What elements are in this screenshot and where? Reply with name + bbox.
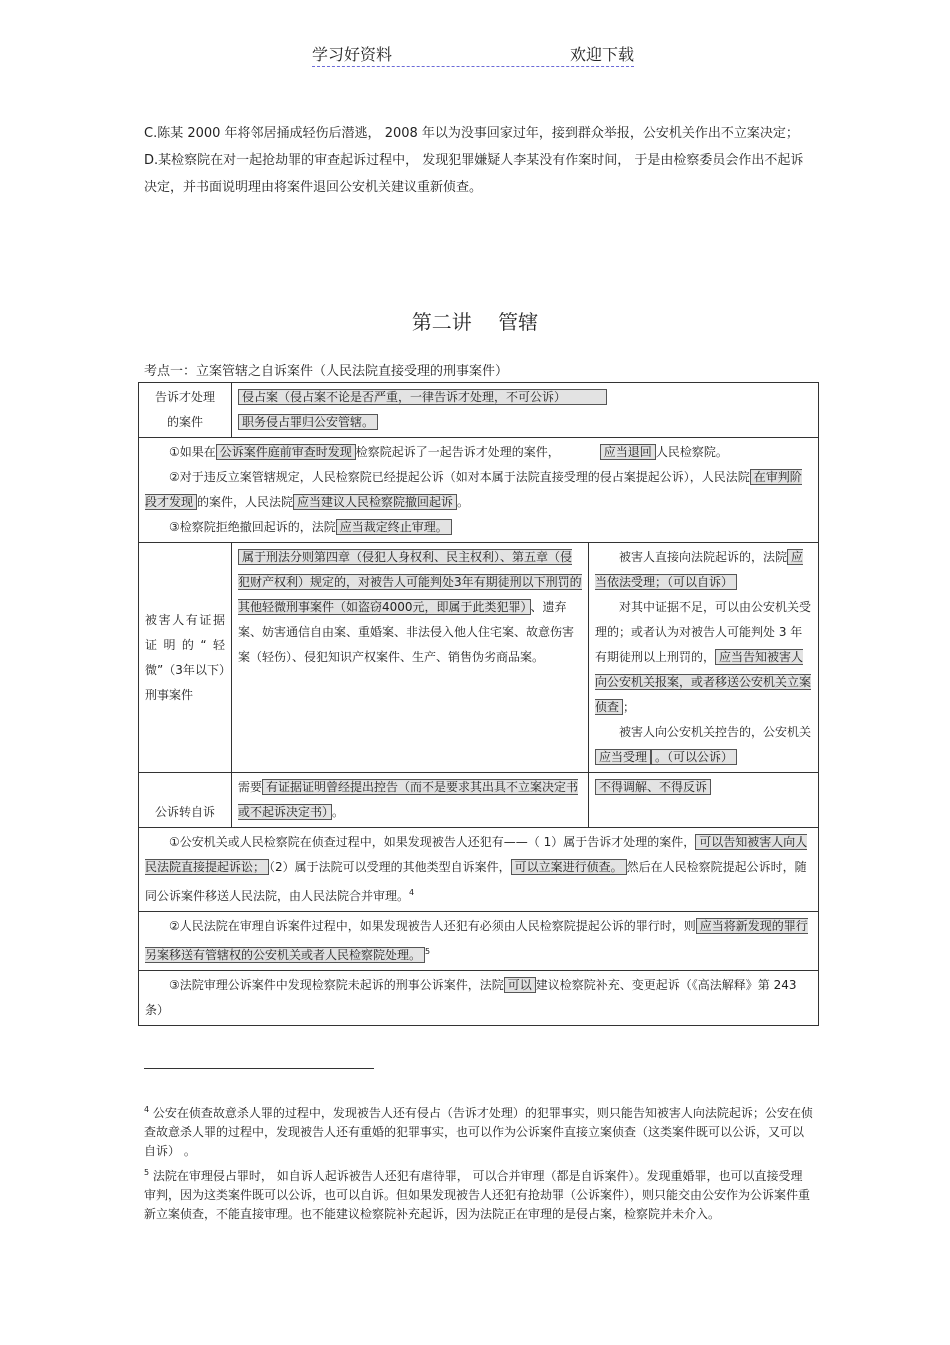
highlight-box: 应当将新发现的罪行另案移送有管辖权的公安机关或者人民检察院处理。 bbox=[145, 919, 808, 962]
note-line bbox=[145, 515, 812, 540]
page-header bbox=[312, 42, 634, 67]
table-row bbox=[139, 438, 819, 543]
text: 检察院起诉了一起告诉才处理的案件， bbox=[355, 445, 560, 459]
footnote-text: 法院在审理侵占罪时， 如自诉人起诉被告人还犯有虐待罪， 可以合并审理（都是自诉案件）。发现重婚罪，也可以直接受理审判，因为这类案件既可以公诉，也可以自诉。但如果发现被告人还犯有抢劫罪（公诉案件），则只能交由公安作为公诉案件重新立案侦查，不能直接审理。也不能建议检察院补充起诉，因为法院正在审理的是侵占案，检察院并未介入。 bbox=[144, 1169, 811, 1221]
footnote bbox=[144, 1100, 814, 1161]
footnote-number: 5 bbox=[144, 1168, 150, 1177]
row-label-line: 的案件 bbox=[166, 415, 203, 429]
lecture-number: 第二讲 bbox=[411, 310, 472, 334]
highlight-box: 可以 bbox=[504, 977, 536, 993]
table-row bbox=[139, 383, 819, 438]
note-line bbox=[145, 465, 812, 515]
text: ①如果在 bbox=[169, 445, 216, 459]
highlight-box: 有证据证明曾经提出控告（而不是要求其出具不立案决定书或不起诉决定书） bbox=[238, 780, 579, 819]
lecture-name: 管辖 bbox=[498, 310, 539, 334]
table-row bbox=[139, 912, 819, 971]
note-line bbox=[145, 440, 812, 465]
table-cell bbox=[139, 971, 819, 1026]
row-label bbox=[139, 773, 232, 828]
lecture-title bbox=[0, 306, 950, 335]
header-left: 学习好资料 bbox=[312, 45, 393, 64]
text: ③检察院拒绝撤回起诉的，法院 bbox=[169, 520, 336, 534]
text: 人民检察院。 bbox=[655, 445, 728, 459]
table-cell bbox=[232, 773, 589, 828]
table-row bbox=[139, 543, 819, 773]
highlight-box: 应当退回 bbox=[600, 444, 656, 460]
row-label-text: 公诉转自诉 bbox=[154, 805, 215, 819]
footnote-text: 公安在侦查故意杀人罪的过程中，发现被告人还有侵占（告诉才处理）的犯罪事实，则只能告知被害人向法院起诉；公安在侦查故意杀人罪的过程中，发现被告人还有重婚的犯罪事实，也可以作为公诉案件直接立案侦查（这类案件既可以公诉，又可以自诉） 。 bbox=[144, 1106, 813, 1158]
row-label bbox=[139, 383, 232, 438]
footnote bbox=[144, 1163, 814, 1224]
option-c: C.陈某 2000 年将邻居捅成轻伤后潜逃， 2008 年以为没事回家过年，接到群众举报，公安机关作出不立案决定； bbox=[144, 126, 799, 141]
row-label bbox=[139, 543, 232, 773]
highlight-box: 应当受理 bbox=[595, 749, 651, 765]
highlight-box: 应当建议人民检察院撤回起诉 bbox=[293, 494, 457, 510]
highlight-box: 。（可以公诉） bbox=[651, 749, 737, 765]
text: 被害人直接向法院起诉的，法院 bbox=[619, 550, 788, 564]
jurisdiction-table bbox=[138, 382, 819, 1026]
highlight-box: 公诉案件庭前审查时发现 bbox=[216, 444, 356, 460]
row-label-line: 告诉才处理 bbox=[154, 390, 215, 404]
intro-options bbox=[144, 120, 814, 201]
table-cell bbox=[232, 383, 819, 438]
highlight-box: 侵占案（侵占案不论是否严重，一律告诉才处理，不可公诉） bbox=[238, 389, 607, 405]
table-cell bbox=[589, 543, 819, 773]
table-cell bbox=[139, 438, 819, 543]
text: 。 bbox=[457, 495, 470, 509]
highlight-box: 应当告知被害人向公安机关报案，或者移送公安机关立案侦查 bbox=[595, 650, 812, 714]
text: （2）属于法院可以受理的其他类型自诉案件， bbox=[269, 860, 511, 874]
text: 然后在人民检察院提起公诉时，随同公诉案件移送人民法院，由人民法院合并审理。 bbox=[145, 860, 807, 903]
section-heading: 考点一：立案管辖之自诉案件（人民法院直接受理的刑事案件） bbox=[144, 364, 509, 379]
option-d: D.某检察院在对一起抢劫罪的审查起诉过程中， 发现犯罪嫌疑人李某没有作案时间， 于是由检察委员会作出不起诉决定，并书面说明理由将案件退回公安机关建议重新侦查。 bbox=[144, 153, 804, 195]
text: ③法院审理公诉案件中发现检察院未起诉的刑事公诉案件，法院 bbox=[169, 978, 504, 992]
text: ②对于违反立案管辖规定，人民检察院已经提起公诉（如对本属于法院直接受理的侵占案提起公诉），人民法院 bbox=[169, 470, 750, 484]
footnote-ref: 5 bbox=[425, 947, 431, 956]
highlight-box: 可以立案进行侦查。 bbox=[511, 859, 627, 875]
table-cell bbox=[589, 773, 819, 828]
footnote-ref: 4 bbox=[409, 888, 415, 897]
table-cell bbox=[139, 828, 819, 912]
footnotes bbox=[144, 1100, 814, 1226]
text: 、遗弃案、妨害通信自由案、重婚案、非法侵入他人住宅案、故意伤害案（轻伤）、侵犯知识产权案件、生产、销售伪劣商品案。 bbox=[238, 600, 575, 664]
text: 对其中证据不足，可以由公安机关受理的；或者认为对被告人可能判处 3 年有期徒刑以上刑罚的， bbox=[595, 600, 812, 664]
highlight-box: 属于刑法分则第四章（侵犯人身权利、民主权利）、第五章（侵犯财产权利）规定的，对被告人可能判处3年有期徒刑以下刑罚的其他轻微刑事案件（如盗窃4000元，即属于此类犯罪） bbox=[238, 550, 582, 614]
text: ； bbox=[623, 700, 636, 714]
note-line bbox=[595, 595, 812, 720]
text: 建议检察院补充、变更起诉（《高法解释》第 243 条） bbox=[145, 978, 797, 1017]
table-row bbox=[139, 971, 819, 1026]
header-right: 欢迎下载 bbox=[569, 45, 634, 64]
highlight-box: 应当裁定终止审理。 bbox=[336, 519, 452, 535]
text: 。 bbox=[332, 805, 345, 819]
table-row bbox=[139, 773, 819, 828]
text: ②人民法院在审理自诉案件过程中，如果发现被告人还犯有必须由人民检察院提起公诉的罪行时，则 bbox=[169, 919, 696, 933]
text: ①公安机关或人民检察院在侦查过程中，如果发现被告人还犯有——（ 1）属于告诉才处理的案件， bbox=[169, 835, 696, 849]
note-line bbox=[595, 720, 812, 770]
text: 的案件，人民法院 bbox=[197, 495, 294, 509]
table-cell bbox=[139, 912, 819, 971]
note-line bbox=[595, 545, 812, 595]
text: 需要 bbox=[238, 780, 263, 794]
table-cell bbox=[232, 543, 589, 773]
footnote-number: 4 bbox=[144, 1105, 150, 1114]
highlight-box: 职务侵占罪归公安管辖。 bbox=[238, 414, 378, 430]
table-row bbox=[139, 828, 819, 912]
footnote-divider bbox=[144, 1068, 374, 1069]
row-label-text: 被害人有证据证明的“轻微”（3年以下）刑事案件 bbox=[145, 612, 225, 702]
highlight-box: 可以告知被害人向人民法院直接提起诉讼； bbox=[145, 835, 808, 874]
highlight-box: 应当依法受理；（可以自诉） bbox=[595, 550, 804, 589]
text: 被害人向公安机关控告的，公安机关 bbox=[619, 725, 812, 739]
highlight-box: 不得调解、不得反诉 bbox=[595, 779, 711, 795]
highlight-box: 在审判阶段才发现 bbox=[145, 470, 802, 509]
